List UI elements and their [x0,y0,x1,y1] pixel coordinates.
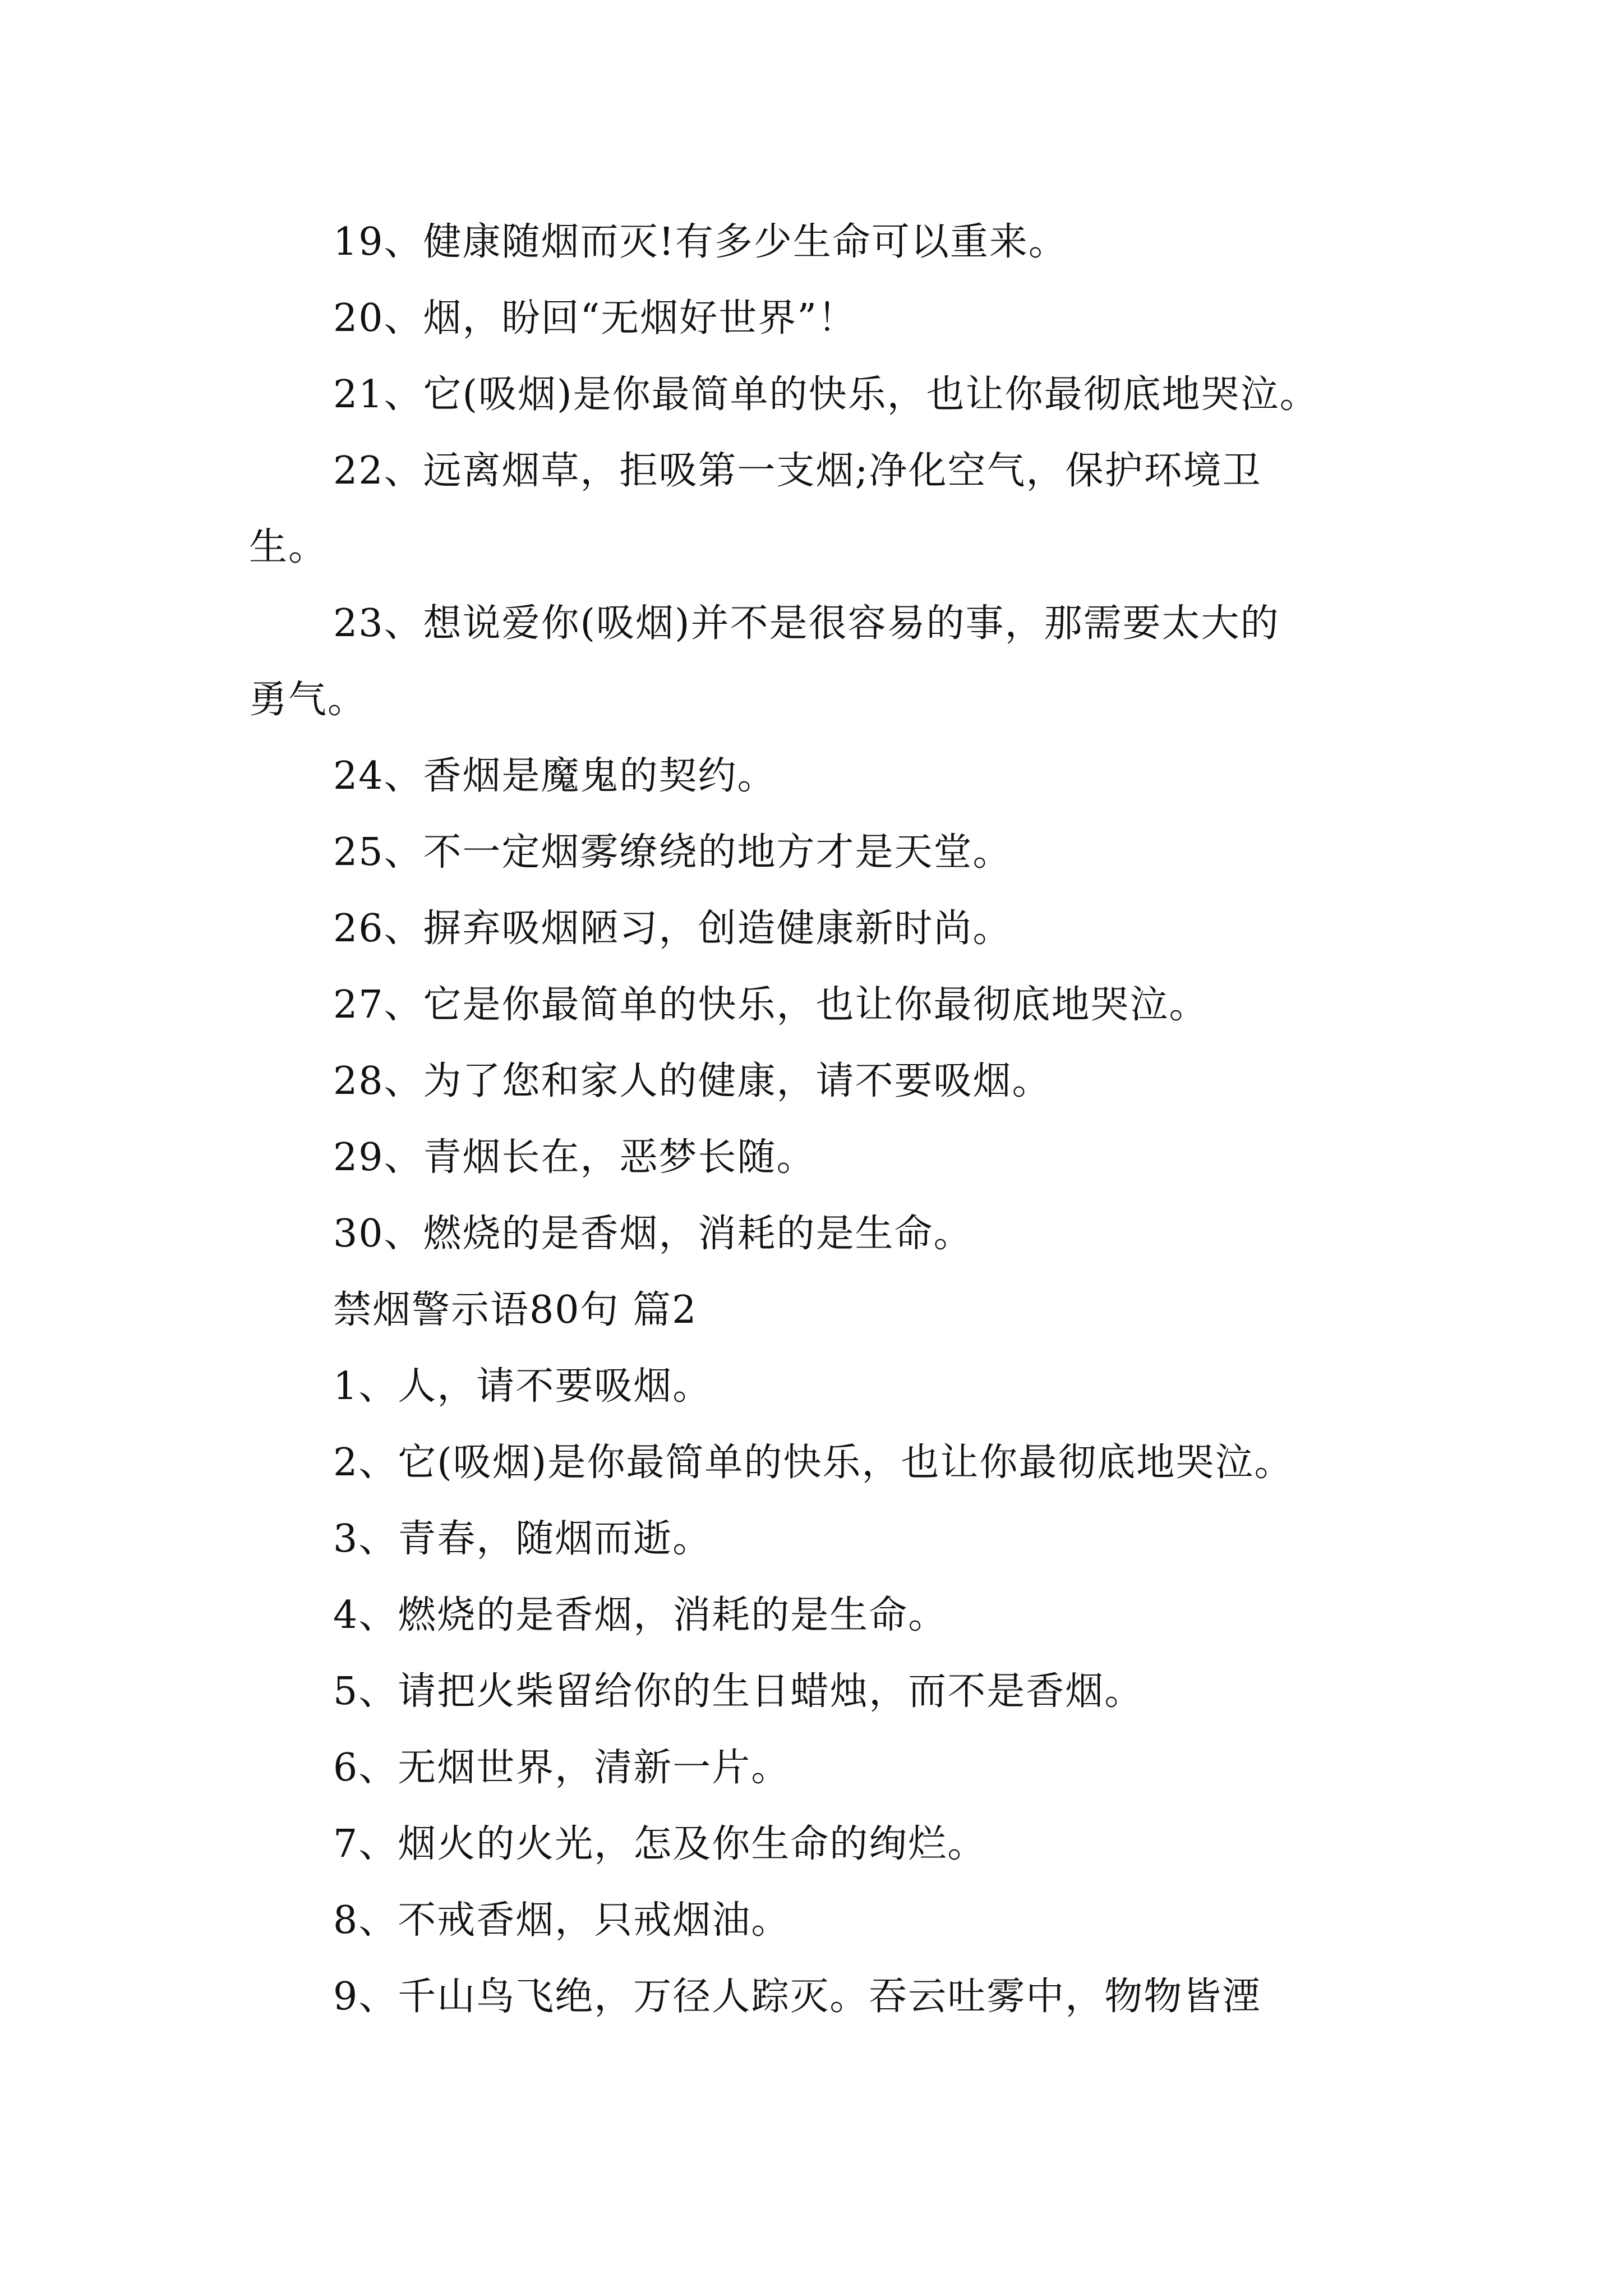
slogan-24: 24、香烟是魔鬼的契约。 [333,754,777,798]
slogan-29: 29、青烟长在，恶梦长随。 [333,1135,816,1180]
slogan-2-5: 5、请把火柴留给你的生日蜡烛，而不是香烟。 [333,1669,1144,1714]
slogan-22-continued: 生。 [249,525,328,569]
slogan-26: 26、摒弃吸烟陋习，创造健康新时尚。 [333,907,1012,951]
slogan-2-3: 3、青春，随烟而逝。 [333,1517,712,1561]
slogan-20: 20、烟，盼回“无烟好世界”！ [333,296,857,341]
slogan-2-4: 4、燃烧的是香烟，消耗的是生命。 [333,1593,948,1637]
slogan-2-7: 7、烟火的火光，怎及你生命的绚烂。 [333,1822,987,1866]
slogan-2-6: 6、无烟世界，清新一片。 [333,1746,791,1790]
slogan-2-2: 2、它(吸烟)是你最简单的快乐，也让你最彻底地哭泣。 [333,1441,1294,1485]
slogan-22: 22、远离烟草，拒吸第一支烟;净化空气，保护环境卫 [333,449,1262,493]
slogan-23-continued: 勇气。 [249,678,367,722]
section-heading: 禁烟警示语80句 篇2 [333,1288,698,1332]
slogan-25: 25、不一定烟雾缭绕的地方才是天堂。 [333,830,1012,875]
slogan-21: 21、它(吸烟)是你最简单的快乐，也让你最彻底地哭泣。 [333,372,1319,417]
slogan-19: 19、健康随烟而灭!有多少生命可以重来。 [333,220,1068,264]
slogan-23: 23、想说爱你(吸烟)并不是很容易的事，那需要太大的 [333,601,1280,646]
slogan-2-1: 1、人，请不要吸烟。 [333,1364,712,1409]
slogan-30: 30、燃烧的是香烟，消耗的是生命。 [333,1212,973,1256]
slogan-2-9: 9、千山鸟飞绝，万径人踪灭。吞云吐雾中，物物皆湮 [333,1975,1262,2019]
slogan-2-8: 8、不戒香烟，只戒烟油。 [333,1898,791,1943]
slogan-27: 27、它是你最简单的快乐，也让你最彻底地哭泣。 [333,983,1209,1027]
slogan-28: 28、为了您和家人的健康，请不要吸烟。 [333,1059,1052,1103]
